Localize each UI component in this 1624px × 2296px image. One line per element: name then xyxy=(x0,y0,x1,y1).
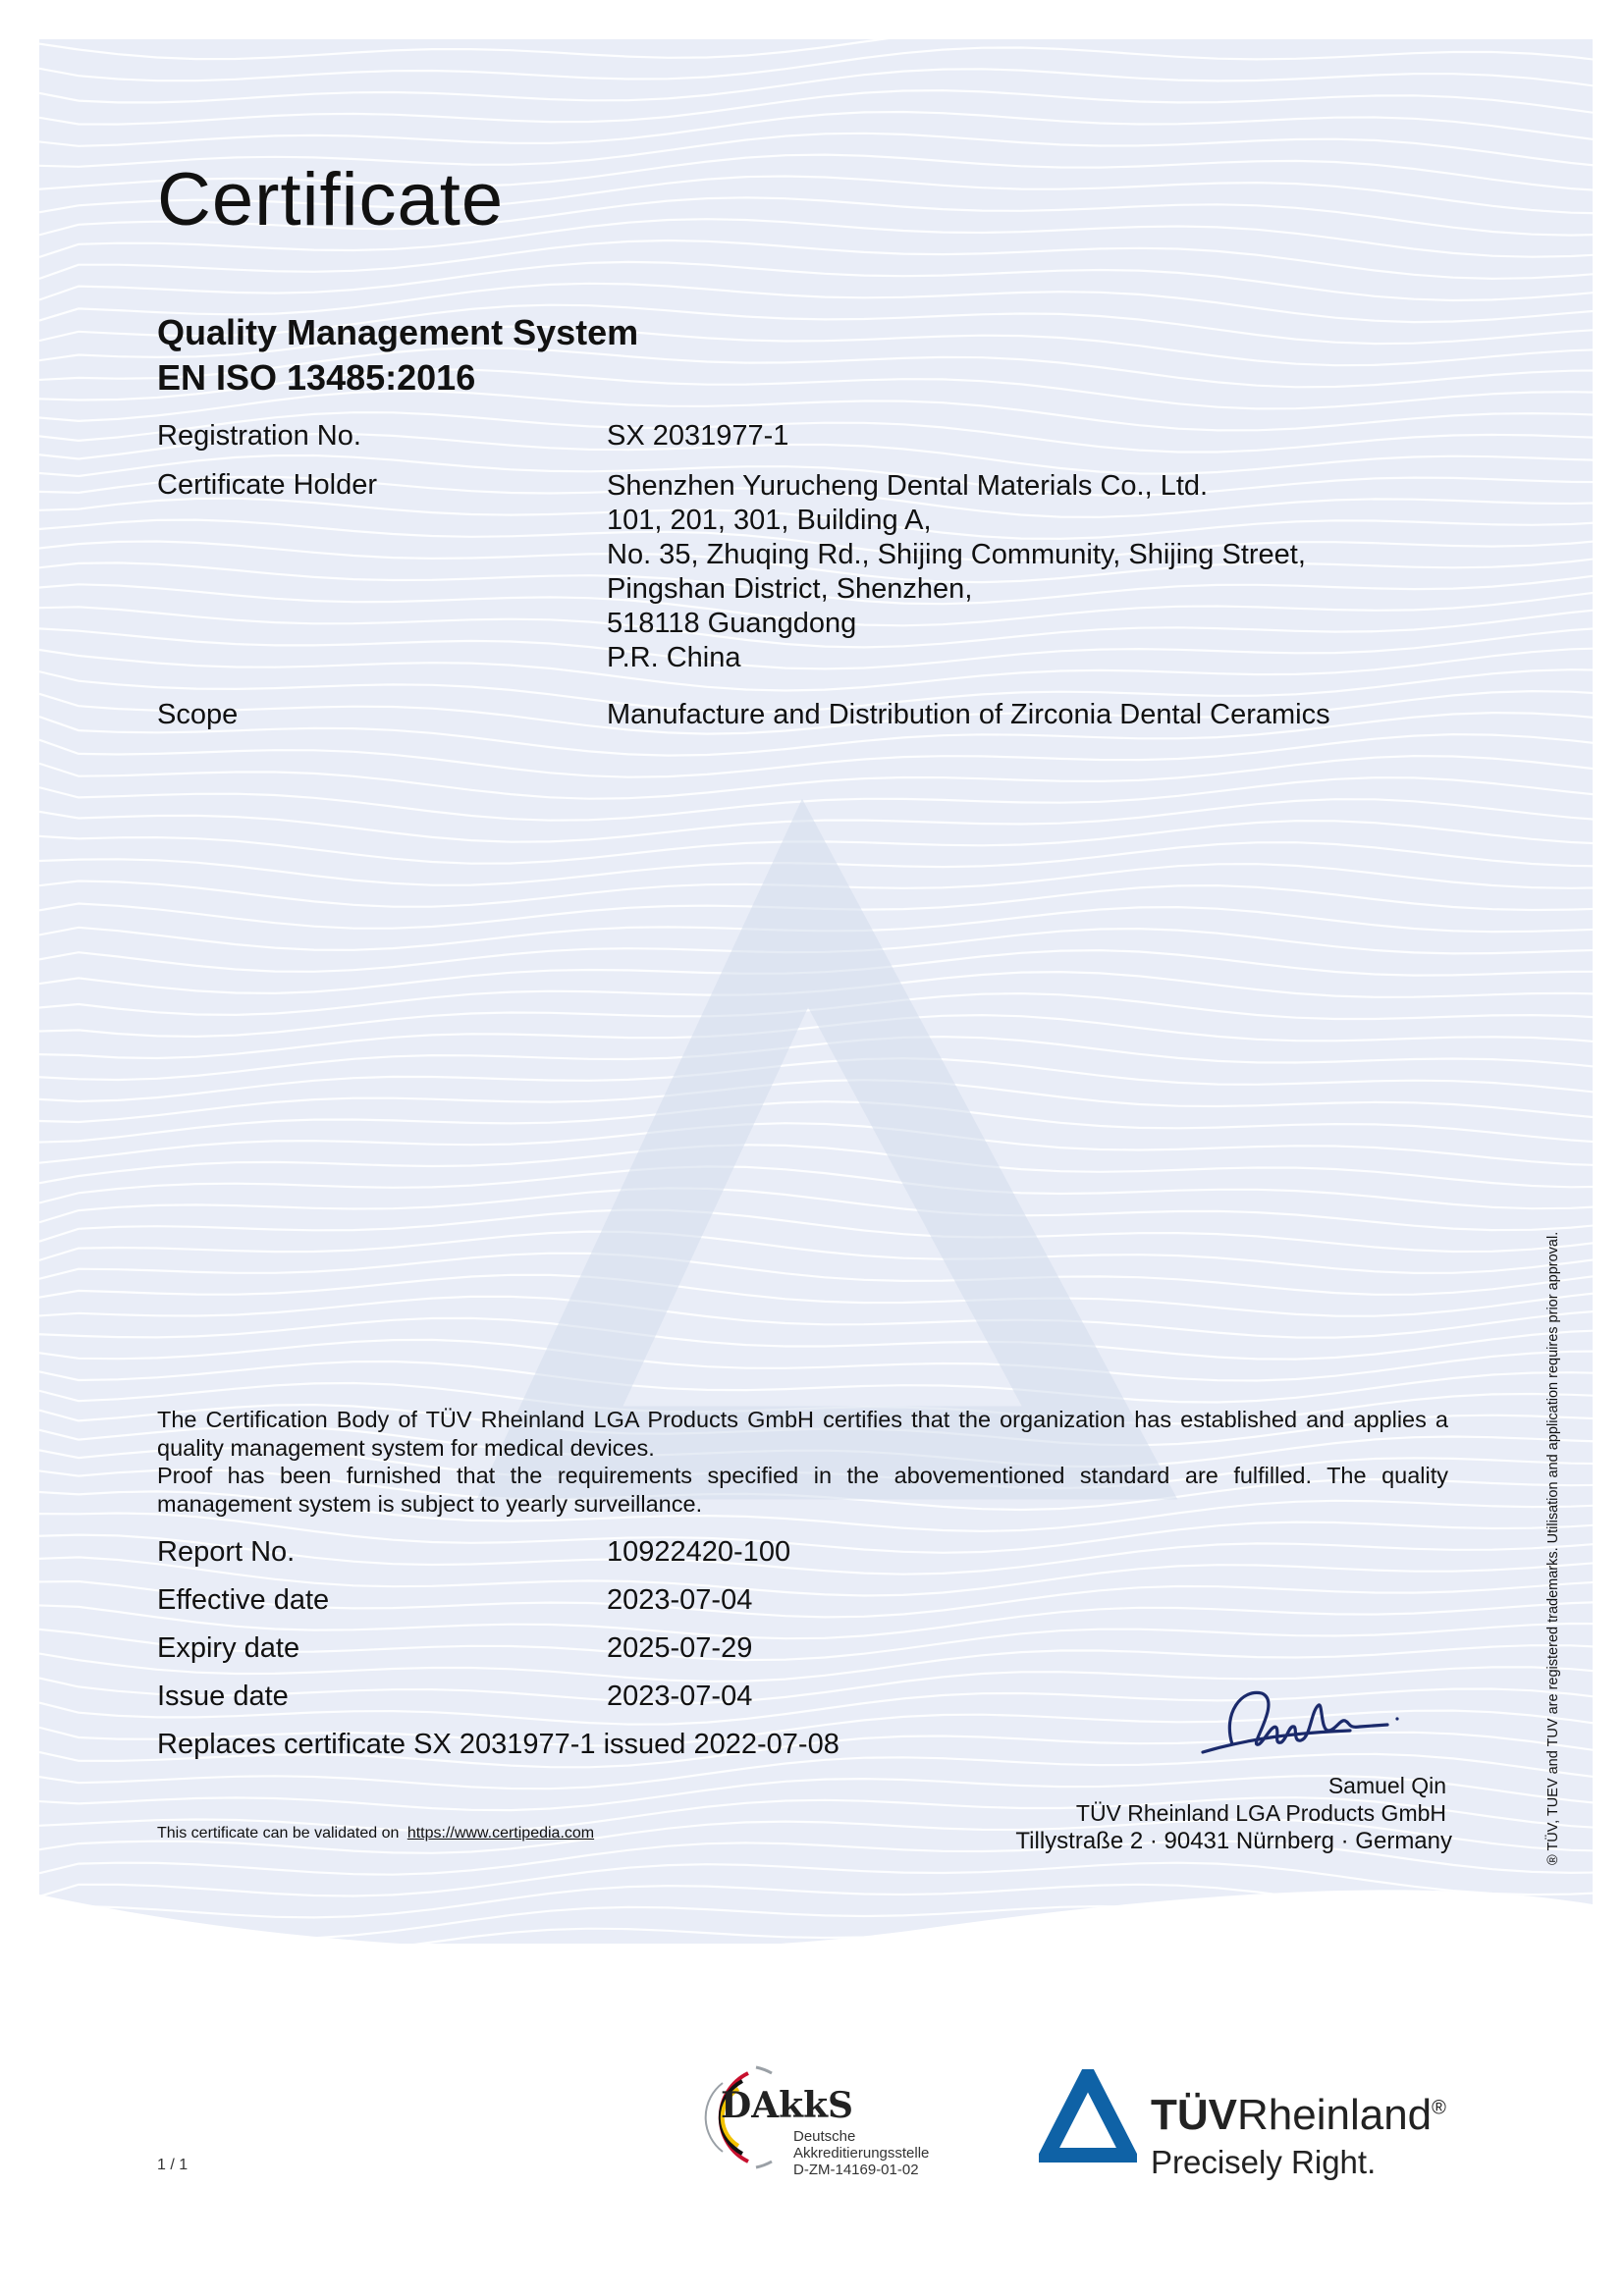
certification-statement xyxy=(157,1406,1448,1518)
holder-line: 101, 201, 301, Building A, xyxy=(607,505,932,536)
signatory-address: Tillystraße 2 · 90431 Nürnberg · Germany xyxy=(1015,1828,1452,1854)
dakks-logo xyxy=(687,2061,962,2189)
trademark-notice: ® TÜV, TUEV and TUV are registered trademarks. Utilisation and application requires prior approval. xyxy=(1545,1231,1561,1865)
scope-label: Scope xyxy=(157,699,239,730)
expiry-value: 2025-07-29 xyxy=(607,1632,753,1664)
page-number: 1 / 1 xyxy=(157,2157,189,2173)
registered-mark: ® xyxy=(1432,2097,1446,2119)
holder-label: Certificate Holder xyxy=(157,469,378,501)
signatory-name: Samuel Qin xyxy=(1327,1773,1446,1798)
tuv-rheinland-logo xyxy=(1039,2061,1530,2189)
effective-label: Effective date xyxy=(157,1584,330,1616)
issue-label: Issue date xyxy=(157,1681,289,1712)
validation-note xyxy=(157,1825,594,1842)
holder-line: 518118 Guangdong xyxy=(607,608,857,639)
system-name: Quality Management System xyxy=(157,312,639,352)
validation-text: This certificate can be validated on xyxy=(157,1825,400,1842)
standard-name: EN ISO 13485:2016 xyxy=(157,357,476,398)
holder-line: Pingshan District, Shenzhen, xyxy=(607,573,973,605)
tuv-tagline: Precisely Right. xyxy=(1151,2144,1377,2180)
dakks-line2: Akkreditierungsstelle xyxy=(793,2145,930,2162)
dakks-name: DAkkS xyxy=(721,2085,854,2126)
report-label: Report No. xyxy=(157,1536,296,1568)
signature xyxy=(1164,1683,1419,1772)
tuv-triangle-icon xyxy=(1039,2069,1137,2163)
expiry-label: Expiry date xyxy=(157,1632,300,1664)
effective-value: 2023-07-04 xyxy=(607,1584,753,1616)
statement-line1: The Certification Body of TÜV Rheinland LGA Products GmbH certifies that the organization has established and applies a quality management system for medical devices. xyxy=(157,1407,1448,1461)
holder-address xyxy=(607,469,1306,675)
signatory-organization: TÜV Rheinland LGA Products GmbH xyxy=(1075,1800,1446,1826)
report-value: 10922420-100 xyxy=(607,1536,791,1568)
tuv-brand-bold: TÜV xyxy=(1151,2091,1237,2139)
certipedia-link[interactable]: https://www.certipedia.com xyxy=(406,1825,595,1842)
registration-label: Registration No. xyxy=(157,420,361,452)
replaces-note: Replaces certificate SX 2031977-1 issued 2022-07-08 xyxy=(157,1729,839,1760)
dakks-text xyxy=(793,2128,929,2178)
page-title: Certificate xyxy=(157,158,505,241)
scope-value: Manufacture and Distribution of Zirconia Dental Ceramics xyxy=(607,699,1330,730)
dakks-line3: D-ZM-14169-01-02 xyxy=(793,2162,919,2178)
tuv-brand xyxy=(1151,2091,1446,2140)
statement-line2: Proof has been furnished that the requirements specified in the abovementioned standard are fulfilled. The quality management system is subject to yearly surveillance. xyxy=(157,1463,1448,1517)
holder-line: P.R. China xyxy=(607,642,741,673)
holder-line: No. 35, Zhuqing Rd., Shijing Community, Shijing Street, xyxy=(607,539,1306,570)
registration-value: SX 2031977-1 xyxy=(607,420,789,452)
tuv-watermark-icon xyxy=(550,903,1100,1453)
dakks-line1: Deutsche xyxy=(793,2128,856,2145)
tuv-brand-regular: Rheinland xyxy=(1237,2091,1433,2139)
holder-line: Shenzhen Yurucheng Dental Materials Co., Ltd. xyxy=(607,470,1209,502)
issue-value: 2023-07-04 xyxy=(607,1681,753,1712)
